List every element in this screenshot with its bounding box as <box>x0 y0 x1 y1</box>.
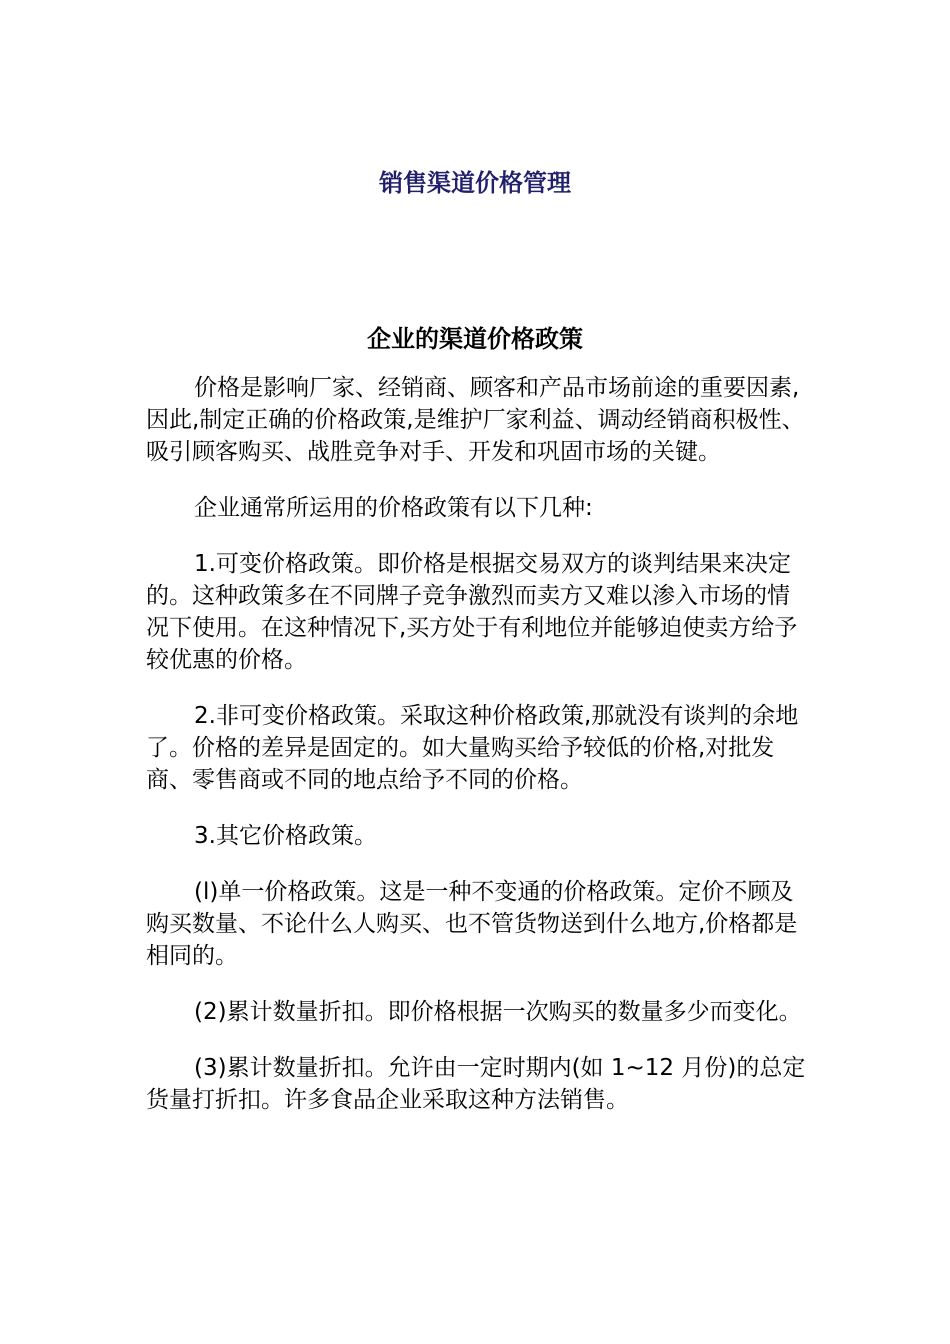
paragraph-policy-list-intro: 企业通常所运用的价格政策有以下几种: <box>194 495 593 521</box>
paragraph-other-price-policy: 3.其它价格政策。 <box>194 823 377 849</box>
document-title: 销售渠道价格管理 <box>379 169 571 197</box>
paragraph-cumulative-discount: (3)累计数量折扣。允许由一定时期内(如 1~12 月份)的总定货量打折扣。许多食品企业采取这种方法销售。 <box>146 1055 806 1113</box>
paragraph-quantity-discount: (2)累计数量折扣。即价格根据一次购买的数量多少而变化。 <box>194 999 802 1025</box>
paragraph-intro: 价格是影响厂家、经销商、顾客和产品市场前途的重要因素,因此,制定正确的价格政策,是维护厂家利益、调动经销商积极性、吸引顾客购买、战胜竞争对手、开发和巩固市场的关键。 <box>146 375 805 465</box>
body-text <box>146 372 810 1140</box>
paragraph-variable-price-policy: 1.可变价格政策。即价格是根据交易双方的谈判结果来决定的。这种政策多在不同牌子竞争激烈而卖方又难以渗入市场的情况下使用。在这种情况下,买方处于有利地位并能够迫使卖方给予较优惠的价格。 <box>146 551 798 673</box>
section-heading: 企业的渠道价格政策 <box>367 325 583 353</box>
paragraph-single-price-policy: (l)单一价格政策。这是一种不变通的价格政策。定价不顾及购买数量、不论什么人购买、也不管货物送到什么地方,价格都是相同的。 <box>146 879 798 969</box>
paragraph-nonvariable-price-policy: 2.非可变价格政策。采取这种价格政策,那就没有谈判的余地了。价格的差异是固定的。如大量购买给予较低的价格,对批发商、零售商或不同的地点给予不同的价格。 <box>146 703 799 793</box>
